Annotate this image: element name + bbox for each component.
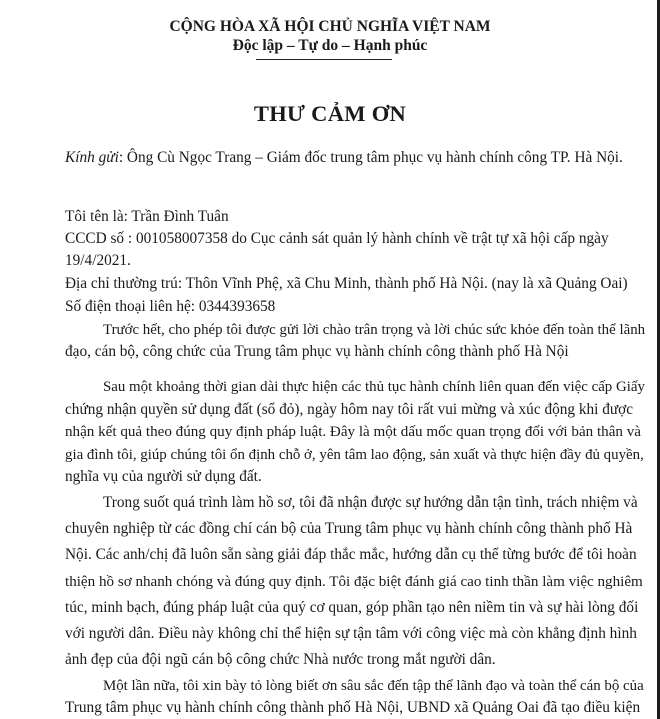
paragraph-2-line-5: nghĩa vụ của người sử dụng đất.	[65, 468, 262, 485]
paragraph-3-line-4: thiện hồ sơ nhanh chóng và đúng quy định. Tôi đặc biệt đánh giá cao tinh thần làm việc nghiêm	[65, 574, 643, 590]
sender-id-line-1: CCCD số : 001058007358 do Cục cảnh sát quản lý hành chính về trật tự xã hội cấp ngày	[65, 230, 609, 247]
paragraph-4-line-2: Trung tâm phục vụ hành chính công thành phố Hà Nội, UBND xã Quảng Oai đã tạo điều kiện	[65, 699, 641, 716]
paragraph-1-line-1: Trước hết, cho phép tôi được gửi lời chào trân trọng và lời chúc sức khỏe đến toàn thể lãnh	[103, 322, 646, 338]
paragraph-2-line-1: Sau một khoảng thời gian dài thực hiện các thủ tục hành chính liên quan đến việc cấp Giấy	[103, 379, 645, 395]
paragraph-1-line-2: đạo, cán bộ, công chức của Trung tâm phục vụ hành chính công thành phố Hà Nội	[65, 343, 569, 360]
paragraph-3-line-5: túc, minh bạch, đúng pháp luật của quý cơ quan, góp phần tạo nên niềm tin và sự hài lòng đối	[65, 599, 639, 616]
paragraph-3-line-1: Trong suốt quá trình làm hồ sơ, tôi đã nhận được sự hướng dẫn tận tình, trách nhiệm và	[103, 494, 638, 511]
paragraph-3-line-2: chuyên nghiệp từ các đồng chí cán bộ của Trung tâm phục vụ hành chính công thành phố Hà	[65, 520, 633, 537]
paragraph-2-line-2: chứng nhận quyền sử dụng đất (sổ đỏ), ngày hôm nay tôi rất vui mừng và xúc động khi được	[65, 401, 634, 418]
paragraph-2-line-3: nhận kết quả theo đúng quy định pháp luật. Đây là một dấu mốc quan trọng đối với bản thân và	[65, 424, 641, 440]
paragraph-3-line-6: với người dân. Điều này không chỉ thể hiện sự tận tâm với công việc mà còn khẳng định hình	[65, 625, 637, 642]
paragraph-3-line-7: ảnh đẹp của đội ngũ cán bộ công chức Nhà nước trong mắt người dân.	[65, 651, 496, 668]
salutation-label: Kính gửi	[65, 149, 119, 166]
paragraph-4-line-1: Một lần nữa, tôi xin bày tỏ lòng biết ơn sâu sắc đến tập thể lãnh đạo và toàn thể cán bộ của	[103, 678, 644, 694]
paragraph-3-line-3: Nội. Các anh/chị đã luôn sẵn sàng giải đáp thắc mắc, hướng dẫn cụ thể từng bước để tôi hoàn	[65, 546, 637, 563]
salutation-line	[65, 149, 623, 167]
sender-address: Địa chỉ thường trú: Thôn Vĩnh Phệ, xã Chu Minh, thành phố Hà Nội. (nay là xã Quảng Oai)	[65, 275, 628, 292]
salutation-recipient: : Ông Cù Ngọc Trang – Giám đốc trung tâm phục vụ hành chính công TP. Hà Nội.	[118, 149, 623, 166]
paragraph-2-line-4: gia đình tôi, giúp chúng tôi ổn định chỗ ở, yên tâm lao động, sản xuất và thực hiện đầy đủ quyền,	[65, 447, 644, 463]
national-title: CỘNG HÒA XÃ HỘI CHỦ NGHĨA VIỆT NAM	[169, 18, 491, 35]
letter-title: THƯ CẢM ƠN	[253, 101, 407, 126]
sender-name: Tôi tên là: Trần Đình Tuân	[65, 208, 229, 225]
sender-phone: Số điện thoại liên hệ: 0344393658	[65, 298, 276, 315]
national-motto: Độc lập – Tự do – Hạnh phúc	[232, 37, 428, 54]
motto-underline	[256, 59, 392, 60]
sender-id-line-2: 19/4/2021.	[65, 252, 131, 269]
